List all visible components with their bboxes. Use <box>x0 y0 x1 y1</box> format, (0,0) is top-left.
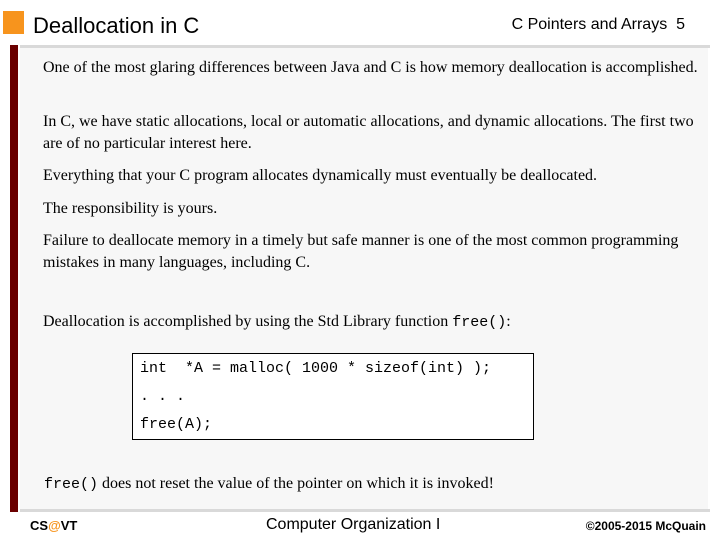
paragraph-3: Everything that your C program allocates dynamically must eventually be deallocated. <box>43 167 598 184</box>
code-line-2: . . . <box>140 388 186 405</box>
code-block <box>132 353 534 440</box>
slide-title: Deallocation in C <box>33 13 200 38</box>
page-number: 5 <box>676 16 685 33</box>
orange-accent-square <box>3 11 24 34</box>
section-title: C Pointers and Arrays <box>511 16 668 33</box>
paragraph-1: One of the most glaring differences between Java and C is how memory deallocation is accomplished. <box>43 59 698 76</box>
paragraph-6 <box>43 311 703 334</box>
paragraph-4: The responsibility is yours. <box>43 200 218 217</box>
paragraph-7-code: free() <box>44 476 99 493</box>
footer-course-title: Computer Organization I <box>266 516 441 533</box>
footer-at: @ <box>48 518 61 533</box>
paragraph-7 <box>44 473 704 496</box>
paragraph-7-text: does not reset the value of the pointer on which it is invoked! <box>98 475 494 492</box>
footer-cs: CS <box>30 518 49 533</box>
paragraph-6-text: Deallocation is accomplished by using the Std Library function <box>43 313 453 330</box>
left-accent-bar <box>10 45 18 512</box>
code-line-3: free(A); <box>140 416 213 433</box>
paragraph-2: In C, we have static allocations, local or automatic allocations, and dynamic allocations. The first two are of no particular interest here. <box>43 113 694 152</box>
footer-copyright: ©2005-2015 McQuain <box>585 519 706 533</box>
slide-section-header <box>512 16 685 34</box>
paragraph-6-code: free() <box>452 314 507 331</box>
footer-course-label <box>30 518 77 533</box>
paragraph-5: Failure to deallocate memory in a timely but safe manner is one of the most common programming mistakes in many languages, including C. <box>43 232 679 271</box>
paragraph-6-end: : <box>506 313 511 330</box>
footer-vt: VT <box>60 518 78 533</box>
code-line-1: int *A = malloc( 1000 * sizeof(int) ); <box>140 360 492 377</box>
footer-divider <box>20 509 710 512</box>
